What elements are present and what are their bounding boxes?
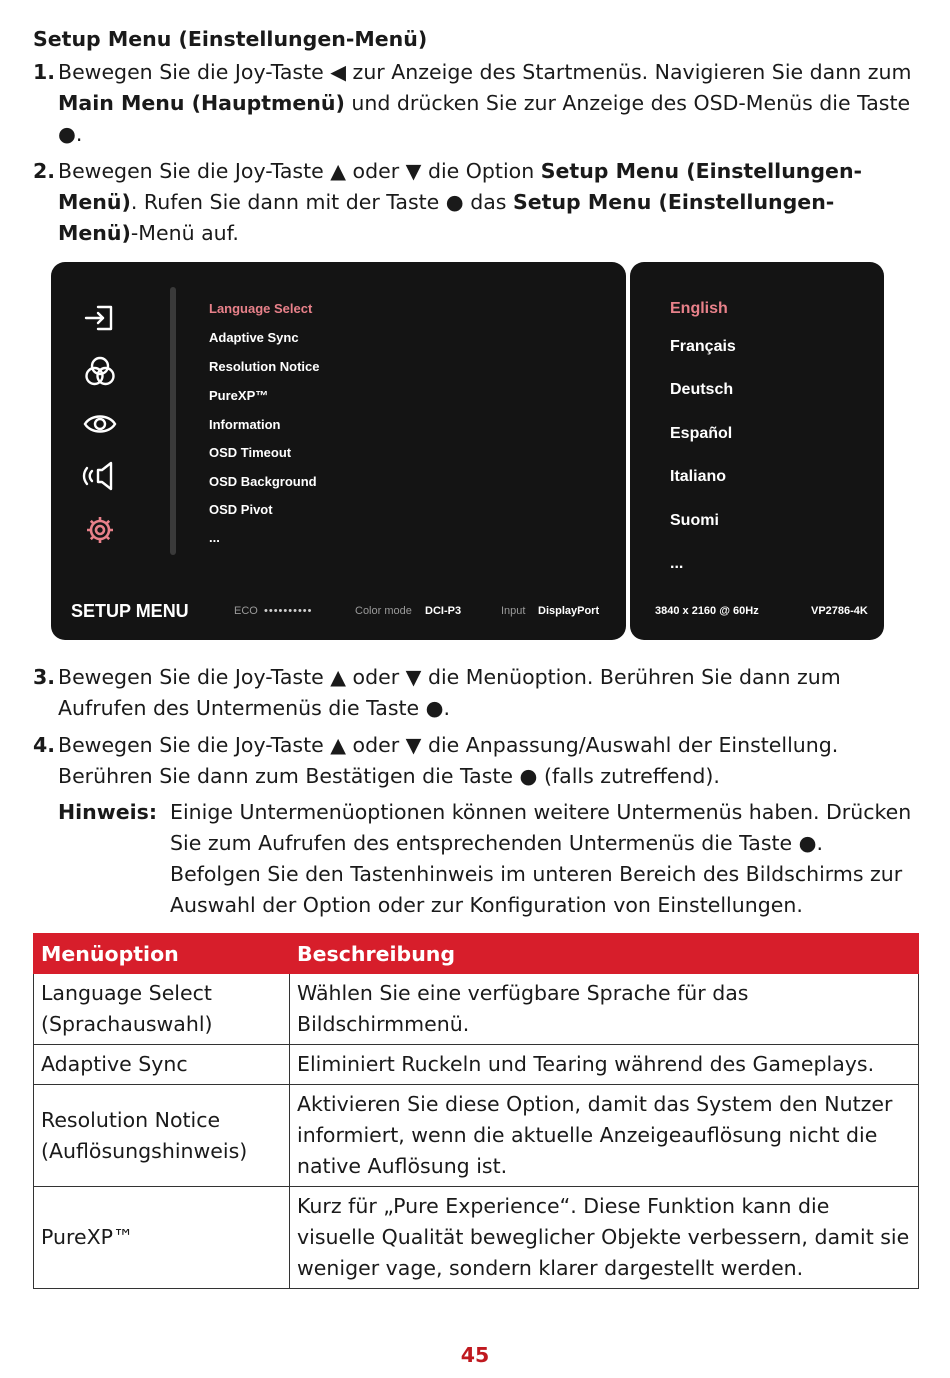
table-header-row — [34, 934, 919, 974]
table-row — [34, 1187, 919, 1289]
step-1 — [33, 57, 913, 150]
description-cell: Kurz für „Pure Experience“. Diese Funktion kann die visuelle Qualität beweglicher Objekte verbessern, damit sie weniger vage, sondern klarer dargestellt werden. — [290, 1187, 919, 1289]
option-cell: Resolution Notice (Auflösungshinweis) — [34, 1085, 290, 1187]
input-icon — [81, 299, 119, 337]
language-option[interactable]: Français — [670, 338, 736, 355]
step-number: 1. — [33, 60, 56, 84]
table-row — [34, 1045, 919, 1085]
step-text — [58, 156, 913, 249]
option-cell: PureXP™ — [34, 1187, 290, 1289]
language-option[interactable]: Deutsch — [670, 381, 734, 398]
options-table — [33, 933, 919, 1289]
language-option[interactable]: English — [670, 300, 728, 317]
step-text-part: Bewegen Sie die Joy-Taste ▲ oder ▼ die Option — [58, 159, 541, 183]
color-mode-value: DCI-P3 — [425, 605, 462, 617]
osd-menu-item[interactable]: Language Select — [209, 301, 313, 316]
page-number: 45 — [460, 1343, 490, 1367]
language-option[interactable]: Italiano — [670, 468, 727, 485]
hint-label: Hinweis: — [58, 800, 158, 824]
step-4 — [33, 730, 913, 792]
step-text-bold: Setup Menu (Einstellungen-Menü) — [58, 190, 835, 245]
step-text-part: Bewegen Sie die Joy-Taste ◀ zur Anzeige des Startmenüs. Navigieren Sie dann zum — [58, 60, 912, 84]
eye-icon — [81, 405, 119, 443]
osd-menu-item[interactable]: Resolution Notice — [209, 359, 320, 374]
section-heading: Setup Menu (Einstellungen-Menü) — [33, 27, 428, 51]
step-2 — [33, 156, 913, 249]
gear-icon — [81, 511, 119, 549]
osd-language-panel — [630, 262, 884, 640]
step-text-part: . Rufen Sie dann mit der Taste ● das — [130, 190, 513, 214]
hint-text: Einige Untermenüoptionen können weitere Untermenüs haben. Drücken Sie zum Aufrufen des entsprechenden Untermenüs die Taste ●. Befolgen Sie den Tastenhinweis im unteren Bereich des Bildschirms zur Auswahl der Option oder zur Konfiguration von Einstellungen. — [170, 800, 912, 917]
language-option[interactable]: ... — [670, 555, 684, 572]
step-text — [58, 57, 913, 150]
eco-label: ECO — [234, 605, 258, 617]
table-row — [34, 974, 919, 1045]
color-mode-label: Color mode — [355, 605, 412, 617]
option-cell: Adaptive Sync — [34, 1045, 290, 1085]
step-text-bold: Setup Menu (Einstellungen-Menü) — [58, 159, 863, 214]
step-text: Bewegen Sie die Joy-Taste ▲ oder ▼ die Anpassung/Auswahl der Einstellung. Berühren Sie dann zum Bestätigen die Taste ● (falls zutreffend). — [58, 733, 839, 788]
description-cell: Eliminiert Ruckeln und Tearing während des Gameplays. — [290, 1045, 919, 1085]
osd-menu-item[interactable]: OSD Background — [209, 474, 317, 489]
language-option[interactable]: Suomi — [670, 512, 719, 529]
eco-level-dots: •••••••••• — [264, 605, 313, 617]
step-number: 2. — [33, 159, 56, 183]
input-value: DisplayPort — [538, 605, 600, 617]
osd-menu-item[interactable]: ... — [209, 530, 220, 545]
osd-menu-item[interactable]: OSD Pivot — [209, 502, 273, 517]
table-row — [34, 1085, 919, 1187]
column-header: Beschreibung — [290, 934, 919, 974]
osd-menu-item[interactable]: OSD Timeout — [209, 445, 292, 460]
step-text-part: und drücken Sie zur Anzeige des OSD-Menüs die Taste ●. — [58, 91, 911, 146]
description-cell: Aktivieren Sie diese Option, damit das System den Nutzer informiert, wenn die aktuelle Anzeigeauflösung nicht die native Auflösung ist. — [290, 1085, 919, 1187]
step-text-bold: Main Menu (Hauptmenü) — [58, 91, 345, 115]
option-cell: Language Select (Sprachauswahl) — [34, 974, 290, 1045]
resolution-readout: 3840 x 2160 @ 60Hz — [655, 605, 759, 617]
step-number: 3. — [33, 665, 56, 689]
osd-menu-item[interactable]: PureXP™ — [209, 388, 269, 403]
description-cell: Wählen Sie eine verfügbare Sprache für das Bildschirmmenü. — [290, 974, 919, 1045]
audio-icon — [81, 457, 119, 495]
language-option[interactable]: Español — [670, 425, 733, 442]
osd-scrollbar — [170, 287, 176, 555]
step-text: Bewegen Sie die Joy-Taste ▲ oder ▼ die Menüoption. Berühren Sie dann zum Aufrufen des Untermenüs die Taste ●. — [58, 665, 841, 720]
osd-menu-item[interactable]: Adaptive Sync — [209, 330, 299, 345]
step-3 — [33, 662, 913, 724]
osd-main-panel — [51, 262, 626, 640]
step-number: 4. — [33, 733, 56, 757]
osd-menu-item[interactable]: Information — [209, 417, 281, 432]
input-label: Input — [501, 605, 526, 617]
column-header: Menüoption — [34, 934, 290, 974]
osd-setup-label: SETUP MENU — [71, 601, 189, 621]
step-text-part: -Menü auf. — [130, 221, 239, 245]
color-icon — [81, 353, 119, 391]
model-name: VP2786-4K — [811, 605, 868, 617]
